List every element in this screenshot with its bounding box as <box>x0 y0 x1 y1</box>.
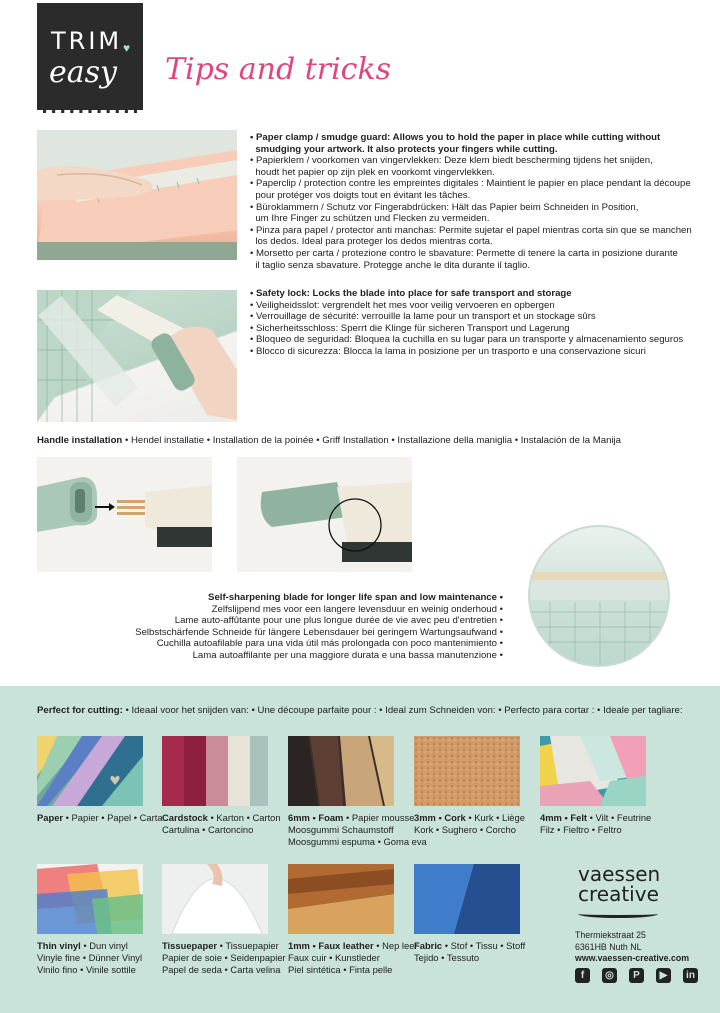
self-sharpening-text <box>120 592 503 662</box>
pinterest-icon[interactable]: P <box>629 968 644 983</box>
safety-line: • Bloqueo de seguridad: Bloquea la cuchilla en su lugar para un transporte y almacenamiento seguros <box>250 334 684 346</box>
safety-lead: • Safety lock: Locks the blade into place for safe transport and storage <box>250 288 572 299</box>
clamp-line: • Morsetto per carta / protezione contro le sbavature: Permette di tenere la carta in posizione durante <box>250 247 678 259</box>
youtube-icon[interactable]: ▶ <box>656 968 671 983</box>
handle-installation-heading: Handle installation • Hendel installatie • Installation de la poinée • Griff Installation • Installazione della maniglia • Instalación de la Manija <box>37 435 622 446</box>
blade-lead: Self-sharpening blade for longer life span and low maintenance • <box>208 592 503 603</box>
clamp-line: los dedos. Ideal para proteger los dedos mientras corta. <box>250 236 493 248</box>
material-label-cork: 3mm • Cork • Kurk • Liège Kork • Sughero • Corcho <box>414 812 525 835</box>
faux-leather-swatch <box>288 864 394 934</box>
handle-step-2-photo <box>237 457 412 572</box>
company-address <box>575 930 689 965</box>
paper-swatch <box>37 736 143 806</box>
brand-line-2: creative <box>578 882 659 906</box>
blade-line: Lame auto-affûtante pour une plus longue durée de vie avec peu d'entretien • <box>174 615 503 627</box>
material-label-vinyl: Thin vinyl • Dun vinyl Vinyle fine • Dünner Vinyl Vinilo fino • Vinile sottile <box>37 940 143 975</box>
vaessen-creative-logo <box>578 864 660 904</box>
safety-line: • Sicherheitsschloss: Sperrt die Klinge für sicheren Transport und Lagerung <box>250 322 570 334</box>
clamp-line: pour protéger vos doigts tout en évitant les tâches. <box>250 189 471 201</box>
brand-swoosh-icon <box>578 910 658 918</box>
safety-line: • Blocco di sicurezza: Blocca la lama in posizione per un trasporto e una conservazione sicuri <box>250 345 646 357</box>
clamp-line: • Papierklem / voorkomen van vingervlekken: Deze klem biedt bescherming tijdens het snijden, <box>250 155 653 167</box>
perfect-for-cutting-heading: Perfect for cutting: • Ideaal voor het snijden van: • Une découpe parfaite pour : • Ideal zum Schneiden von: • Perfecto para cortar : • Ideale per tagliare: <box>37 705 683 716</box>
cork-swatch <box>414 736 520 806</box>
heart-icon: ♥ <box>123 41 131 55</box>
safety-line: • Veiligheidsslot: vergrendelt het mes voor veilig vervoeren en opbergen <box>250 299 555 311</box>
logo-text-easy: easy <box>49 55 117 90</box>
blade-line: Zelfslijpend mes voor een langere levensduur en weinig onderhoud • <box>211 603 503 615</box>
self-sharpening-blade-photo <box>528 525 670 667</box>
trim-easy-logo <box>37 3 143 113</box>
fabric-swatch <box>414 864 520 934</box>
handle-step-1-photo <box>37 457 212 572</box>
address-street: Thermiekstraat 25 <box>575 930 646 940</box>
social-links <box>575 968 698 983</box>
blade-line: Selbstschärfende Schneide für längere Lebensdauer bei geringem Wartungsaufwand • <box>135 626 503 638</box>
material-label-cardstock: Cardstock • Karton • Carton Cartulina • Cartoncino <box>162 812 281 835</box>
material-label-tissuepaper: Tissuepaper • Tissuepapier Papier de soie • Seidenpapier Papel de seda • Carta velina <box>162 940 286 975</box>
linkedin-icon[interactable]: in <box>683 968 698 983</box>
safety-line: • Verrouillage de sécurité: verrouille la lame pour un transport et un stockage sûrs <box>250 311 596 323</box>
material-label-faux-leather: 1mm • Faux leather • Nep leer Faux cuir • Kunstleder Piel sintética • Finta pelle <box>288 940 418 975</box>
material-label-foam: 6mm • Foam • Papier mousse Moosgummi Schaumstoff Moosgummi espuma • Goma eva <box>288 812 427 847</box>
felt-swatch <box>540 736 646 806</box>
clamp-line: • Pinza para papel / protector anti manchas: Permite sujetar el papel mientras corta sin que se manchen <box>250 224 692 236</box>
blade-line: Lama autoaffilante per una maggiore durata e una bassa manutenzione • <box>192 649 503 661</box>
clamp-line: houdt het papier op zijn plek en voorkomt vingervlekken. <box>250 166 495 178</box>
clamp-line: il taglio senza sbavature. Protegge anche le dita durante il taglio. <box>250 259 530 271</box>
vinyl-swatch <box>37 864 143 934</box>
website-link[interactable]: www.vaessen-creative.com <box>575 953 690 963</box>
brand-line-1: vaessen <box>578 862 661 886</box>
clamp-lead: • Paper clamp / smudge guard: Allows you to hold the paper in place while cutting without <box>250 132 661 143</box>
safety-lock-photo <box>37 290 237 422</box>
clamp-line: um Ihre Finger zu schützen und Flecken zu vermeiden. <box>250 213 490 225</box>
clamp-lead-2: smudging your artwork. It also protects your fingers while cutting. <box>250 143 558 155</box>
blade-line: Cuchilla autoafilable para una vida útil más prolongada con poco mantenimiento • <box>156 638 503 650</box>
address-city: 6361HB Nuth NL <box>575 941 642 952</box>
clamp-line: • Büroklammern / Schutz vor Fingerabdrücken: Hält das Papier beim Schneiden in Position, <box>250 201 639 213</box>
paper-clamp-photo <box>37 130 237 260</box>
material-label-felt: 4mm • Felt • Vilt • Feutrine Filz • Fieltro • Feltro <box>540 812 652 835</box>
foam-swatch <box>288 736 394 806</box>
clamp-line: • Paperclip / protection contre les empreintes digitales : Maintient le papier en place pendant la découpe <box>250 178 691 190</box>
paper-clamp-text <box>250 132 690 271</box>
material-label-fabric: Fabric • Stof • Tissu • Stoff Tejido • Tessuto <box>414 940 526 963</box>
cardstock-swatch <box>162 736 268 806</box>
safety-lock-text <box>250 288 690 358</box>
instagram-icon[interactable]: ◎ <box>602 968 617 983</box>
logo-text-trim: TRIM <box>51 27 123 55</box>
page-title: Tips and tricks <box>165 52 392 87</box>
tissuepaper-swatch <box>162 864 268 934</box>
facebook-icon[interactable]: f <box>575 968 590 983</box>
material-label-paper: Paper • Papier • Papel • Carta <box>37 812 163 823</box>
